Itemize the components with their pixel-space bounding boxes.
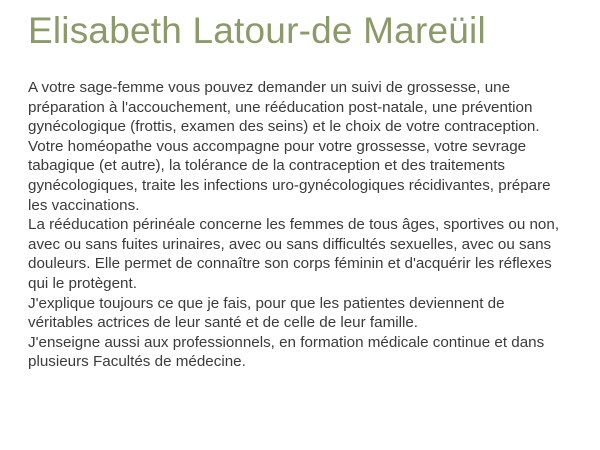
paragraph-enseignement: J'enseigne aussi aux professionnels, en formation médicale continue et dans plusieurs Facultés de médecine.	[28, 333, 545, 371]
content-body	[28, 78, 573, 372]
paragraph-homeopathe: Votre homéopathe vous accompagne pour votre grossesse, votre sevrage tabagique (et autre), la tolérance de la contraception et des traitements gynécologiques, traite les infections uro-gynécologiques récidivantes, prépare les vaccinations.	[28, 137, 551, 214]
paragraph-reeducation: La rééducation périnéale concerne les femmes de tous âges, sportives ou non, avec ou sans fuites urinaires, avec ou sans difficultés sexuelles, avec ou sans douleurs. Elle permet de connaître son corps féminin et d'acquérir les réflexes qui le protègent.	[28, 216, 560, 292]
paragraph-explication: J'explique toujours ce que je fais, pour que les patientes deviennent de véritables actrices de leur santé et de celle de leur famille.	[28, 294, 505, 332]
page-title: Elisabeth Latour-de Mareüil	[28, 10, 486, 51]
paragraph-sage-femme: A votre sage-femme vous pouvez demander un suivi de grossesse, une préparation à l'accouchement, une rééducation post-natale, une prévention gynécologique (frottis, examen des seins) et le choix de votre contraception.	[28, 79, 540, 136]
